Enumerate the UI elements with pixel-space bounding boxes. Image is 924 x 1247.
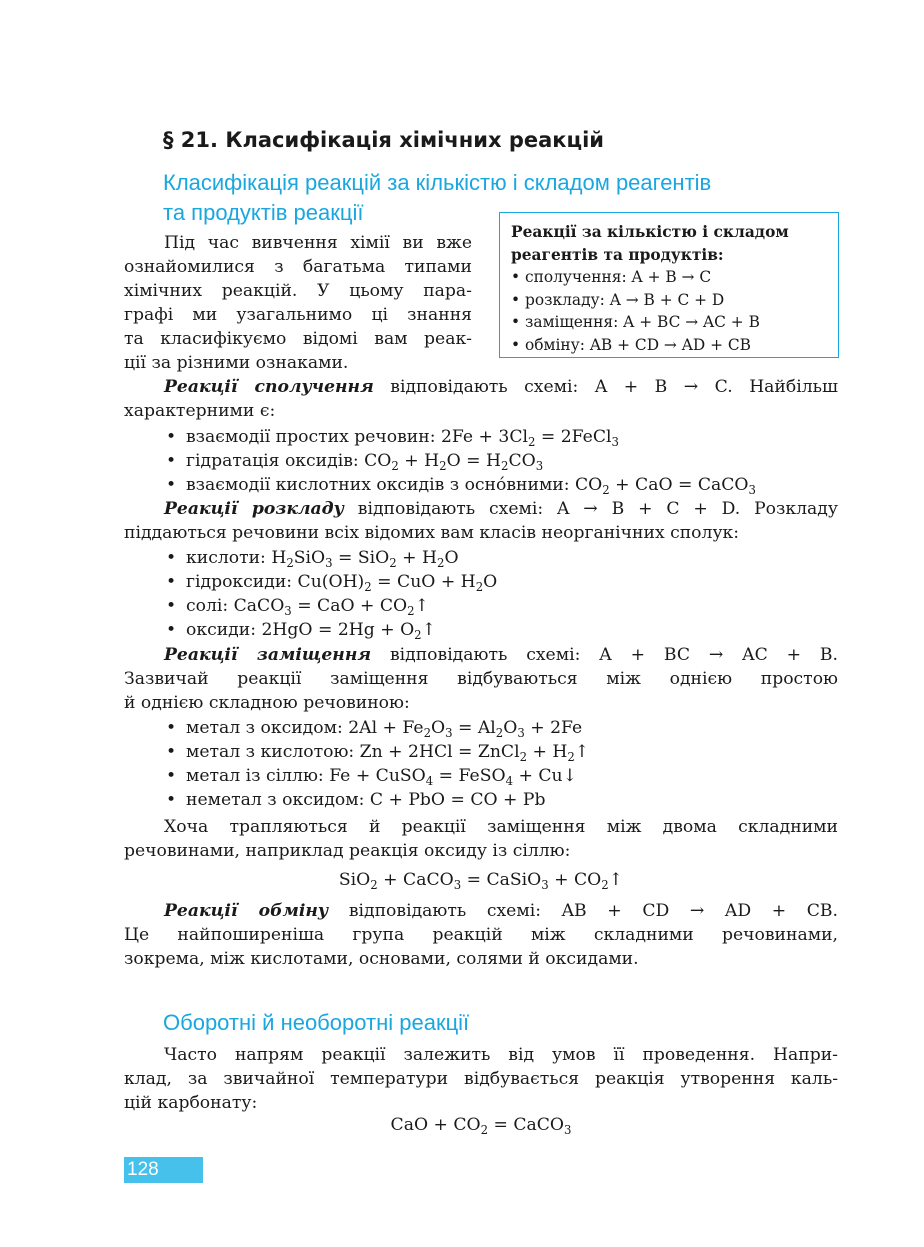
equation-oxide-salt: SiO$_2$ + CaCO$_3$ = CaSiO$_3$ + $CO_2↑$ — [338, 870, 624, 893]
list-item: • метал з оксидом: $2Al + Fe_2O_3 = Al_2O_3 + 2Fe$ — [166, 718, 583, 741]
substitution-line — [124, 643, 838, 667]
substitution-note-paragraph — [124, 815, 838, 863]
note-line: Хоча трапляються й реакції заміщення між двома складними — [164, 817, 838, 837]
bullet-icon: • — [166, 718, 177, 738]
decomposition-paragraph — [124, 497, 838, 545]
list-item: • метал з кислотою: Zn + 2HCl = ZnCl$_2$ + $H_2↑$ — [166, 742, 590, 765]
reversible-line: Часто напрям реакції залежить від умов її проведення. Напри- — [164, 1045, 838, 1065]
bullet-icon: • — [166, 427, 177, 447]
term-combination: Реакції сполучення — [164, 377, 374, 397]
list-item: • взаємодії кислотних оксидів з осно́вними: $CO_2$ + CaO = CaCO$_3$ — [166, 475, 756, 498]
list-item-label: взаємодії простих речовин: — [186, 427, 436, 447]
exchange-line: зокрема, між кислотами, основами, солями й оксидами. — [124, 949, 639, 969]
decomposition-line: піддаються речовини всіх відомих вам класів неорганічних сполук: — [124, 523, 740, 543]
list-item-label: метал із сіллю: — [186, 766, 324, 786]
intro-line: ції за різними ознаками. — [124, 353, 349, 373]
box-item-text: сполучення: A + B → C — [525, 268, 712, 286]
reversible-paragraph — [124, 1043, 838, 1115]
term-exchange: Реакції обміну — [164, 901, 329, 921]
bullet-icon: • — [511, 335, 521, 354]
list-item: • солі: CaCO$_3$ = CaO + $CO_2↑$ — [166, 596, 429, 619]
list-item-label: неметал з оксидом: — [186, 790, 365, 810]
exchange-line: Це найпоширеніша група реакцій між складними речовинами, — [124, 925, 838, 945]
box-item-text: заміщення: A + BC → AC + B — [525, 313, 760, 331]
substitution-line: й однією складною речовиною: — [124, 693, 410, 713]
bullet-icon: • — [166, 548, 177, 568]
bullet-icon: • — [511, 268, 521, 286]
intro-line: графі ми узагальнимо ці знання — [124, 305, 472, 325]
box-item — [511, 311, 828, 334]
box-title-line: реагентів та продуктів: — [511, 245, 724, 264]
decomposition-text: відповідають схемі: A → B + C + D. Розкладу — [343, 499, 838, 519]
intro-line: хімічних реакцій. У цьому пара- — [124, 281, 472, 301]
exchange-line — [124, 899, 838, 923]
list-item: • взаємодії простих речовин: $2Fe + 3Cl_2$ = 2FeCl$_3$ — [166, 427, 619, 450]
note-line: речовинами, наприклад реакція оксиду із сіллю: — [124, 841, 571, 861]
substitution-text: відповідають схемі: A + BC → AC + B. — [371, 645, 838, 665]
reaction-types-box — [499, 212, 839, 358]
section-title: § 21. Класифікація хімічних реакцій — [163, 128, 604, 152]
intro-paragraph — [124, 231, 472, 375]
bullet-icon: • — [166, 475, 177, 495]
combination-paragraph — [124, 375, 838, 423]
substitution-paragraph — [124, 643, 838, 715]
list-item: • гідратація оксидів: $CO_2 + H_2O = H_2CO_3$ — [166, 451, 544, 474]
intro-line: та класифікуємо відомі вам реак- — [124, 329, 472, 349]
list-item-label: оксиди: — [186, 620, 257, 640]
box-item — [511, 266, 828, 289]
bullet-icon: • — [511, 290, 521, 309]
list-item-label: кислоти: — [186, 548, 266, 568]
list-item-label: гідроксиди: — [186, 572, 293, 592]
exchange-text: відповідають схемі: AB + CD → AD + CB. — [328, 901, 839, 921]
intro-line: ознайомилися з багатьма типами — [124, 257, 472, 277]
page-number: 128 — [124, 1157, 203, 1183]
bullet-icon: • — [166, 790, 177, 810]
substitution-line: Зазвичай реакції заміщення відбуваються між однією простою — [124, 669, 838, 689]
list-item: • оксиди: $2HgO = 2Hg + O_2↑$ — [166, 620, 437, 643]
box-item — [511, 289, 828, 312]
decomposition-line — [124, 497, 838, 521]
list-item: • метал із сіллю: Fe + CuSO$_4$ = FeSO$_4$ + Cu↓ — [166, 766, 577, 789]
term-substitution: Реакції заміщення — [164, 645, 372, 665]
list-item-label: солі: — [186, 596, 229, 616]
bullet-icon: • — [166, 451, 177, 471]
combination-line — [124, 375, 838, 399]
bullet-icon: • — [166, 572, 177, 592]
box-item-text: розкладу: A → B + C + D — [525, 290, 725, 309]
box-title-line: Реакції за кількістю і складом — [511, 223, 789, 241]
box-item — [511, 334, 828, 357]
reversible-line: цій карбонату: — [124, 1093, 258, 1113]
list-item: • кислоти: $H_2SiO_3 = SiO_2 + H_2O$ — [166, 548, 459, 571]
equation: C + PbO = CO + Pb — [369, 790, 546, 810]
list-item: • гідроксиди: $Cu(OH)_2$ = CuO + $H_2O$ — [166, 572, 498, 595]
reversible-line: клад, за звичайної температури відбувається реакція утворення каль- — [124, 1069, 838, 1089]
subheading-line: Класифікація реакцій за кількістю і складом реагентів — [163, 170, 712, 195]
equation-calcium-carbonate: CaO + $CO_2$ = CaCO$_3$ — [390, 1115, 572, 1138]
list-item-label: взаємодії кислотних оксидів з осно́вними: — [186, 475, 570, 495]
bullet-icon: • — [511, 313, 521, 331]
bullet-icon: • — [166, 766, 177, 786]
bullet-icon: • — [166, 742, 177, 762]
exchange-paragraph — [124, 899, 838, 971]
intro-line: Під час вивчення хімії ви вже — [164, 233, 472, 253]
box-item-text: обміну: AB + CD → AD + CB — [525, 335, 751, 354]
bullet-icon: • — [166, 596, 177, 616]
combination-line: характерними є: — [124, 401, 276, 421]
term-decomposition: Реакції розкладу — [164, 499, 344, 519]
list-item-label: метал з кислотою: — [186, 742, 355, 762]
subheading-line: та продуктів реакції — [163, 200, 364, 225]
subheading-reversible: Оборотні й необоротні реакції — [163, 1010, 470, 1035]
list-item-label: метал з оксидом: — [186, 718, 343, 738]
combination-text: відповідають схемі: A + B → C. Найбільш — [373, 377, 838, 397]
list-item — [166, 788, 545, 812]
list-item-label: гідратація оксидів: — [186, 451, 359, 471]
bullet-icon: • — [166, 620, 177, 640]
